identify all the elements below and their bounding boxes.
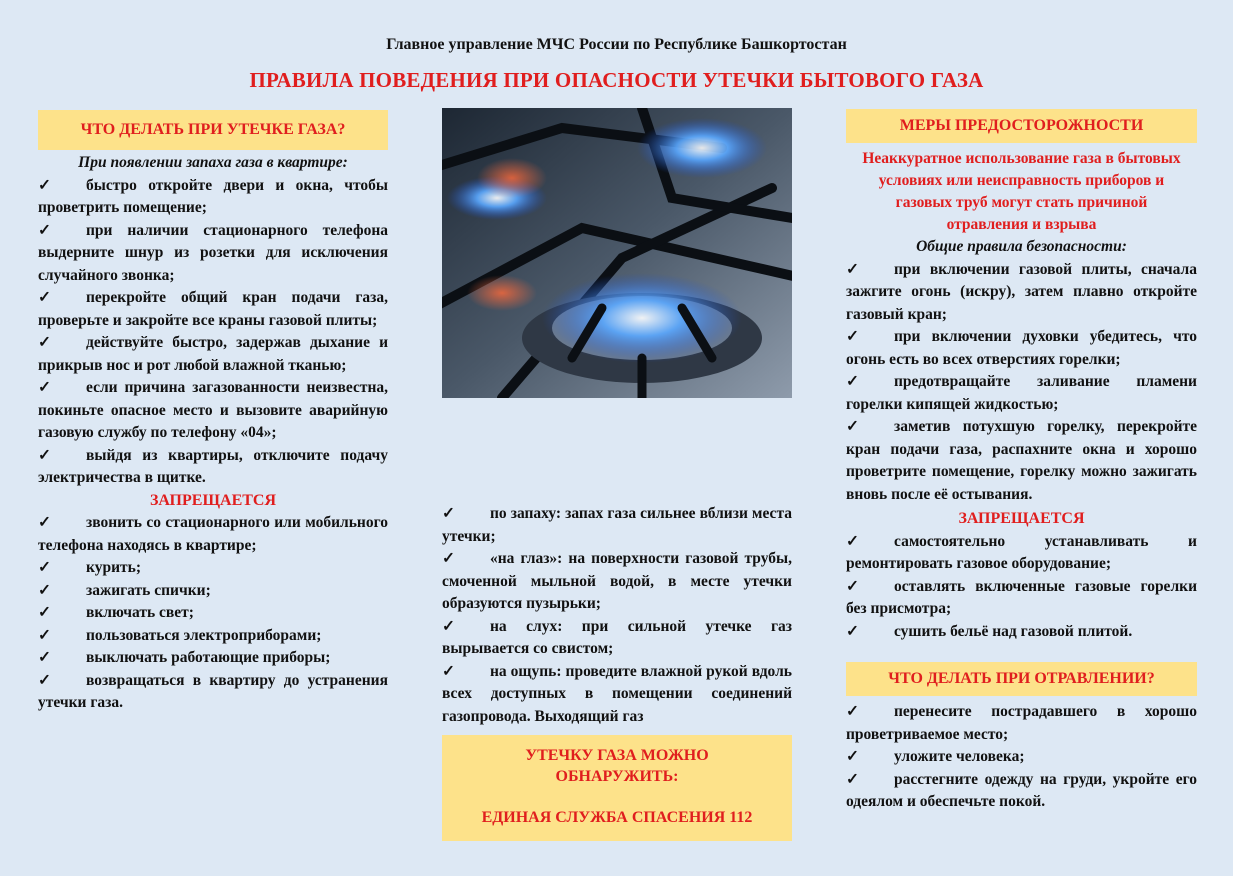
list-item (442, 503, 792, 548)
list-item-text: перекройте общий кран подачи газа, проверьте и закройте все краны газовой плиты; (38, 289, 388, 329)
check-icon: ✓ (38, 289, 51, 306)
check-icon: ✓ (846, 532, 859, 550)
gas-stove-illustration (442, 108, 792, 398)
check-icon: ✓ (38, 446, 51, 464)
list-item-text: самостоятельно устанавливать и ремонтировать газовое оборудование; (846, 532, 1197, 572)
check-icon: ✓ (846, 418, 859, 435)
list-item-text: предотвращайте заливание пламени горелки кипящей жидкостью; (846, 373, 1197, 413)
list-item-text: по запаху: запах газа сильнее вблизи места утечки; (442, 505, 792, 545)
right-subtitle: Общие правила безопасности: (916, 238, 1127, 255)
list-item (846, 576, 1197, 621)
check-icon: ✓ (846, 703, 859, 720)
list-item (38, 670, 388, 715)
check-icon: ✓ (442, 617, 455, 635)
check-icon: ✓ (442, 550, 455, 567)
check-icon: ✓ (38, 334, 51, 351)
check-icon: ✓ (38, 581, 51, 599)
list-item (38, 287, 388, 332)
list-item (38, 445, 388, 490)
list-item (442, 616, 792, 661)
check-icon: ✓ (846, 260, 859, 278)
check-icon: ✓ (38, 221, 51, 239)
check-icon: ✓ (846, 770, 859, 788)
detect-box (442, 735, 792, 841)
list-item (38, 602, 388, 625)
right-column (846, 148, 1197, 643)
left-subtitle: При появлении запаха газа в квартире: (78, 154, 348, 171)
check-icon: ✓ (442, 505, 455, 522)
list-item-text: выйдя из квартиры, отключите подачу электричества в щитке. (38, 446, 388, 486)
list-item-text: оставлять включенные газовые горелки без присмотра; (846, 577, 1197, 617)
poison-banner (846, 662, 1197, 696)
list-item-text: при включении духовки убедитесь, что огонь есть во всех отверстиях горелки; (846, 328, 1197, 368)
check-icon: ✓ (38, 379, 51, 396)
detect-box-line1: УТЕЧКУ ГАЗА МОЖНО (525, 747, 709, 764)
check-icon: ✓ (38, 604, 51, 621)
list-item (846, 769, 1197, 814)
list-item (846, 531, 1197, 576)
list-item (38, 625, 388, 648)
list-item (38, 512, 388, 557)
check-icon: ✓ (846, 622, 859, 640)
list-item (442, 548, 792, 616)
right-warning: Неаккуратное использование газа в бытовых условиях или неисправность приборов и газовых труб могут стать причиной отравления и взрыва (862, 150, 1181, 233)
list-item (38, 332, 388, 377)
check-icon: ✓ (38, 559, 51, 576)
check-icon: ✓ (38, 514, 51, 531)
check-icon: ✓ (38, 649, 51, 666)
list-item-text: выключать работающие приборы; (86, 649, 331, 666)
check-icon: ✓ (38, 626, 51, 644)
list-item-text: на слух: при сильной утечке газ вырывается со свистом; (442, 617, 792, 657)
list-item-text: курить; (86, 559, 141, 576)
right-forbidden-title: ЗАПРЕЩАЕТСЯ (958, 510, 1085, 527)
list-item (38, 220, 388, 288)
list-item (846, 621, 1197, 644)
list-item-text: расстегните одежду на груди, укройте его одеялом и обеспечьте покой. (846, 770, 1197, 810)
list-item (846, 416, 1197, 506)
list-item-text: если причина загазованности неизвестна, покиньте опасное место и вызовите аварийную газовую службу по телефону «04»; (38, 379, 388, 441)
right-forbidden-list (846, 531, 1197, 644)
list-item (442, 661, 792, 729)
gas-stove-photo (442, 108, 792, 398)
list-item-text: включать свет; (86, 604, 194, 621)
list-item-text: перенесите пострадавшего в хорошо проветриваемое место; (846, 703, 1197, 743)
check-icon: ✓ (38, 671, 51, 689)
check-icon: ✓ (442, 662, 455, 680)
rescue-service-line: ЕДИНАЯ СЛУЖБА СПАСЕНИЯ 112 (481, 809, 753, 826)
detect-box-line2: ОБНАРУЖИТЬ: (555, 768, 679, 785)
check-icon: ✓ (846, 373, 859, 390)
check-icon: ✓ (38, 176, 51, 194)
list-item (846, 746, 1197, 769)
list-item (38, 377, 388, 445)
list-item-text: при включении газовой плиты, сначала зажгите огонь (искру), затем плавно откройте газовый кран; (846, 260, 1197, 323)
precaution-banner-text: МЕРЫ ПРЕДОСТОРОЖНОСТИ (899, 117, 1144, 134)
precaution-banner (846, 109, 1197, 143)
left-items-list (38, 175, 388, 490)
list-item-text: быстро откройте двери и окна, чтобы проветрить помещение; (38, 176, 388, 216)
list-item-text: звонить со стационарного или мобильного телефона находясь в квартире; (38, 514, 388, 554)
left-forbidden-title: ЗАПРЕЩАЕТСЯ (149, 491, 277, 509)
leak-banner-text: ЧТО ДЕЛАТЬ ПРИ УТЕЧКЕ ГАЗА? (80, 121, 346, 138)
list-item (38, 580, 388, 603)
check-icon: ✓ (846, 577, 859, 595)
list-item-text: «на глаз»: на поверхности газовой трубы, смоченной мыльной водой, в месте утечки образуются пузырьки; (442, 550, 792, 612)
list-item (846, 326, 1197, 371)
poison-list (846, 701, 1197, 814)
list-item-text: пользоваться электроприборами; (86, 626, 322, 644)
left-forbidden-list (38, 512, 388, 715)
list-item (846, 701, 1197, 746)
list-item (38, 647, 388, 670)
left-column (38, 152, 388, 715)
agency-header: Главное управление МЧС России по Республике Башкортостан (386, 36, 847, 53)
list-item (846, 259, 1197, 327)
list-item-text: уложите человека; (894, 748, 1025, 765)
list-item-text: действуйте быстро, задержав дыхание и прикрыв нос и рот любой влажной тканью; (38, 334, 388, 374)
right-items-list (846, 259, 1197, 507)
list-item-text: на ощупь: проведите влажной рукой вдоль всех доступных в помещении соединений газопровода. Выходящий газ (442, 662, 792, 725)
list-item (38, 557, 388, 580)
list-item-text: заметив потухшую горелку, перекройте кран подачи газа, распахните окна и хорошо проветрите помещение, горелку можно зажигать вновь после её остывания. (846, 418, 1197, 503)
list-item (38, 175, 388, 220)
check-icon: ✓ (846, 748, 859, 765)
list-item-text: при наличии стационарного телефона выдерните шнур из розетки для исключения случайного звонка; (38, 221, 388, 284)
poison-banner-text: ЧТО ДЕЛАТЬ ПРИ ОТРАВЛЕНИИ? (888, 670, 1155, 687)
middle-column (442, 503, 792, 733)
check-icon: ✓ (846, 328, 859, 345)
page-title: ПРАВИЛА ПОВЕДЕНИЯ ПРИ ОПАСНОСТИ УТЕЧКИ БЫТОВОГО ГАЗА (249, 68, 984, 92)
list-item-text: сушить бельё над газовой плитой. (894, 622, 1133, 640)
list-item (846, 371, 1197, 416)
list-item-text: зажигать спички; (86, 581, 211, 599)
list-item-text: возвращаться в квартиру до устранения утечки газа. (38, 671, 388, 711)
leak-banner (38, 110, 388, 150)
